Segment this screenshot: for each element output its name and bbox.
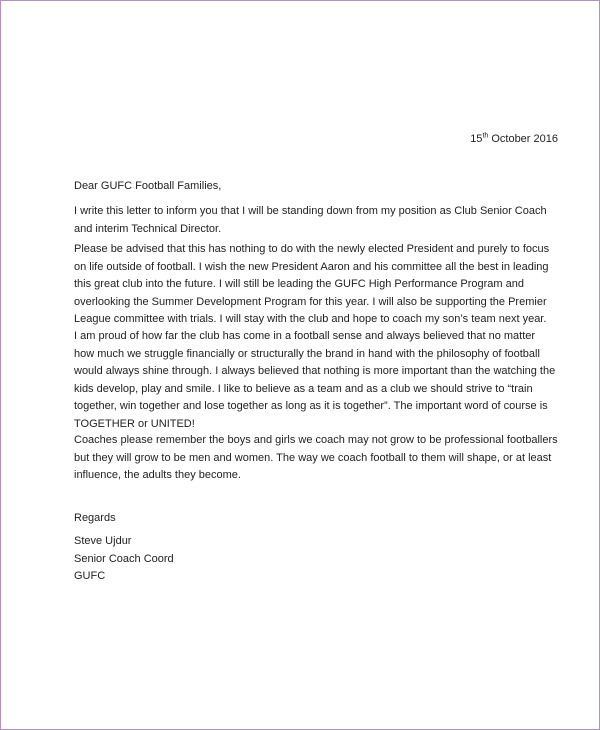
letter-date xyxy=(470,131,558,149)
date-month-year: October 2016 xyxy=(488,133,558,145)
paragraph-pride: I am proud of how far the club has come in a football sense and always believed that no matter how much we struggle financially or structurally the brand in hand with the philosophy of football would always shine through. I always believed that nothing is more important than the watching the kids develop, play and smile. I like to believe as a team and as a club we should strive to “train together, win together and lose together as long as it is together”. The important word of course is TOGETHER or UNITED! xyxy=(74,330,556,430)
signature-name: Steve Ujdur xyxy=(74,535,132,547)
closing: Regards xyxy=(74,512,116,524)
signature-organization: GUFC xyxy=(74,570,106,583)
date-day: 15 xyxy=(470,133,483,145)
date-ordinal: th xyxy=(482,132,489,140)
salutation: Dear GUFC Football Families, xyxy=(74,180,222,192)
paragraph-resignation: I write this letter to inform you that I will be standing down from my position as Club Senior Coach and interim Technical Director. xyxy=(74,205,547,235)
paragraph-coaches: Coaches please remember the boys and girls we coach may not grow to be professional footballers but they will grow to be men and women. The way we coach football to them will shape, or at least influence, the adults they become. xyxy=(74,434,558,482)
signature-block xyxy=(74,533,174,586)
paragraph-reasons: Please be advised that this has nothing to do with the newly elected President and purely to focus on life outside of football. I wish the new President Aaron and his committee all the best in leading this great club into the future. I will still be leading the GUFC High Performance Program and overlooking the Summer Development Program for this year. I will also be supporting the Premier League committee with trials. I will stay with the club and hope to coach my son’s team next year. xyxy=(74,243,550,326)
signature-title: Senior Coach Coord xyxy=(74,552,174,565)
